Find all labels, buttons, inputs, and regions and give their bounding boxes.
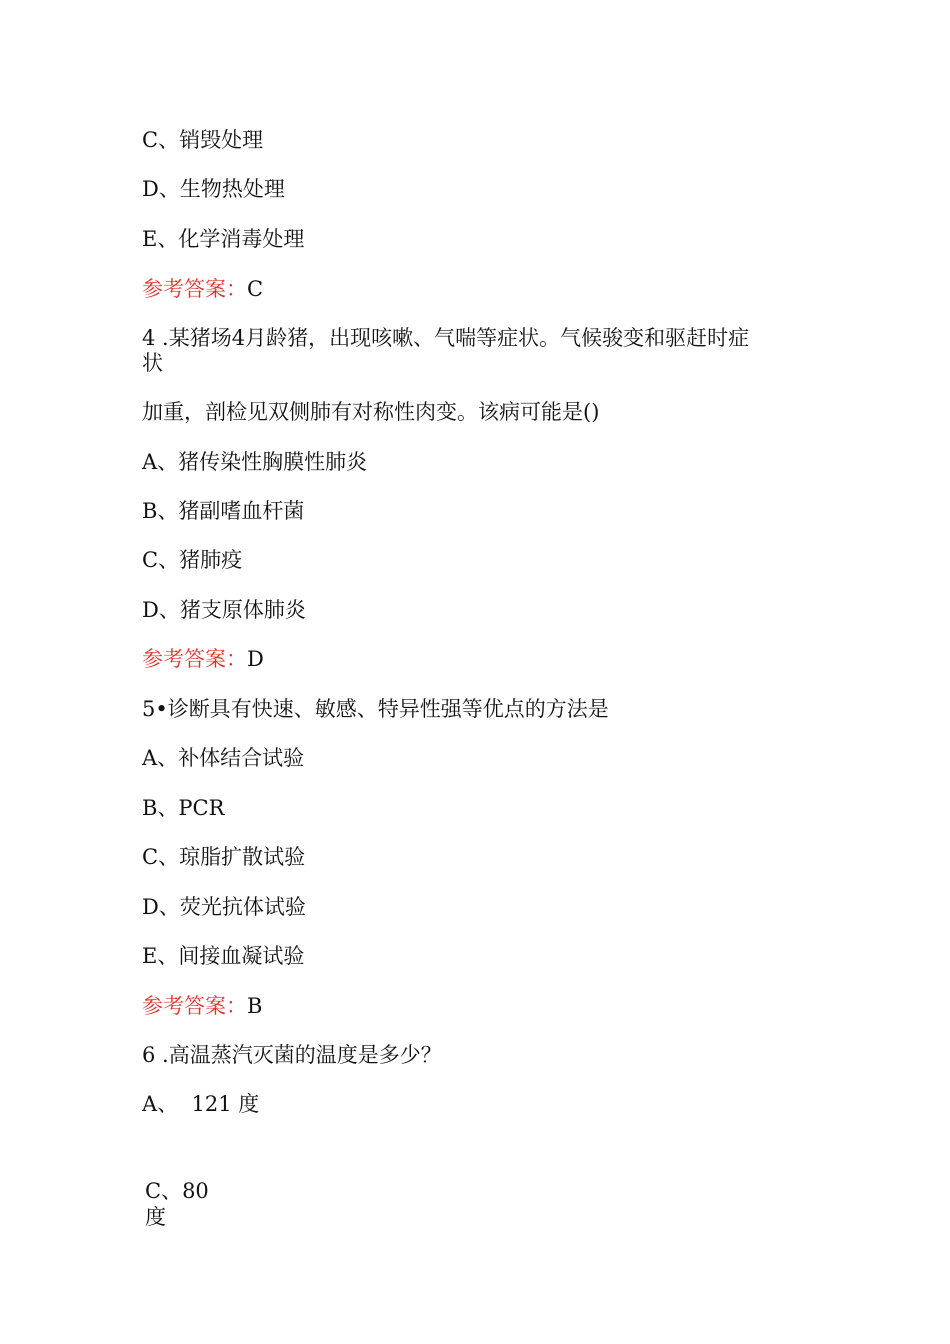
q6-option-c-line-2: 度: [145, 1205, 166, 1229]
q4-option-a: A、猪传染性胸膜性肺炎: [142, 450, 368, 474]
q4-option-d: D、猪支原体肺炎: [142, 598, 306, 622]
answer-value: D: [247, 647, 264, 671]
q4-option-b: B、猪副嗜血杆菌: [142, 499, 305, 523]
q3-option-e: E、化学消毒处理: [142, 227, 305, 251]
q4-answer: [142, 646, 264, 672]
q3-option-d: D、生物热处理: [142, 177, 285, 201]
answer-value: C: [247, 277, 264, 301]
q5-option-a: A、补体结合试验: [142, 746, 305, 770]
q5-option-b: B、PCR: [142, 796, 225, 820]
q4-stem-line-1: 4 .某猪场4月龄猪，出现咳嗽、气喘等症状。气候骏变和驱赶时症: [142, 326, 750, 350]
answer-label: 参考答案：: [142, 647, 247, 671]
q6-option-c-line-1: C、80: [145, 1179, 209, 1203]
q3-answer: [142, 276, 263, 302]
q6-option-a: A、 121 度: [142, 1092, 260, 1116]
answer-value: B: [247, 994, 263, 1018]
q5-option-d: D、荧光抗体试验: [142, 895, 306, 919]
q4-stem-line-2: 加重，剖检见双侧肺有对称性肉变。该病可能是(): [142, 400, 600, 424]
answer-label: 参考答案：: [142, 994, 247, 1018]
q5-option-c: C、琼脂扩散试验: [142, 845, 306, 869]
q5-option-e: E、间接血凝试验: [142, 944, 305, 968]
q6-stem: 6 .高温蒸汽灭菌的温度是多少？: [142, 1043, 442, 1067]
q3-option-c: C、销毁处理: [142, 128, 264, 152]
answer-label: 参考答案：: [142, 277, 247, 301]
q5-stem: 5•诊断具有快速、敏感、特异性强等优点的方法是: [142, 697, 609, 721]
q4-option-c: C、猪肺疫: [142, 548, 243, 572]
q4-stem-line-1b: 状: [142, 351, 163, 375]
q5-answer: [142, 993, 262, 1019]
